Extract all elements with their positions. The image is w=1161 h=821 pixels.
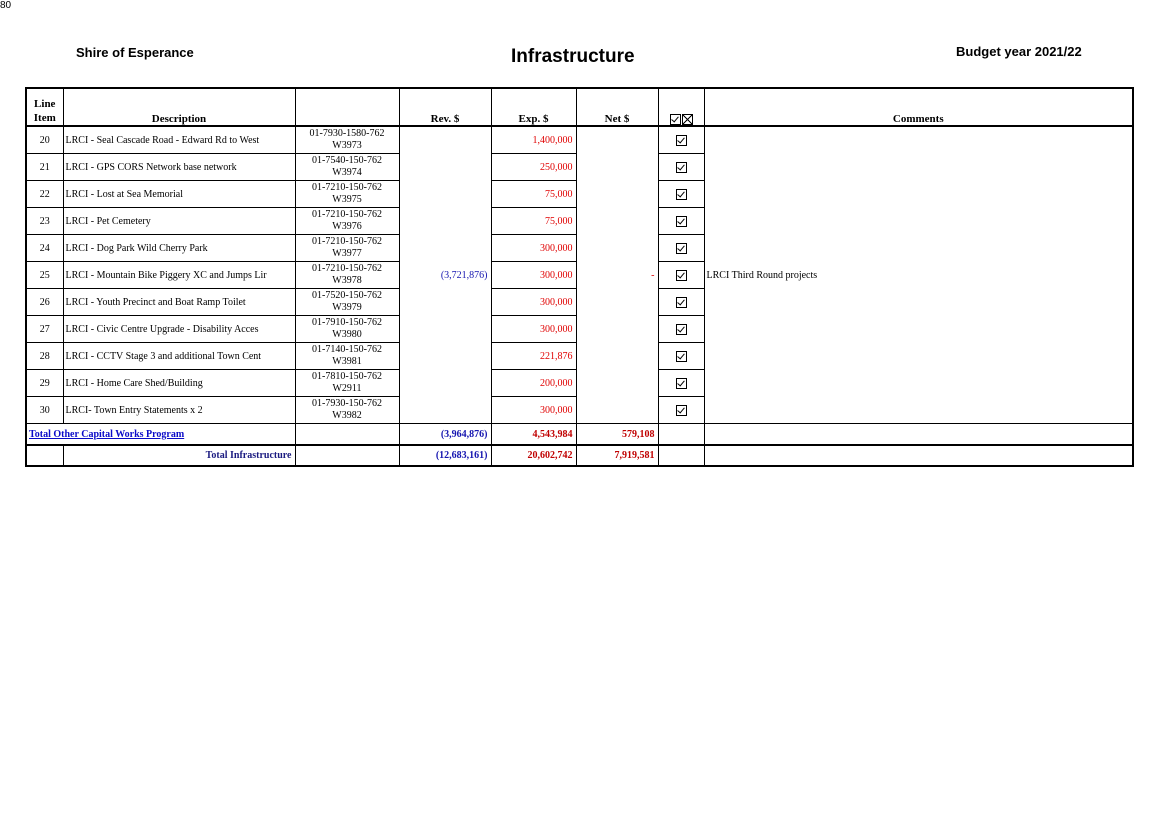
job-code: W3977 (332, 248, 362, 259)
item-check (658, 343, 704, 370)
total-infrastructure-label: Total Infrastructure (63, 445, 295, 466)
table-body (26, 126, 1133, 424)
item-description: LRCI - CCTV Stage 3 and additional Town Cent (63, 343, 295, 370)
checkbox-icon[interactable] (676, 216, 687, 227)
item-check (658, 289, 704, 316)
account-code: 01-7210-150-762 (312, 236, 382, 247)
item-description: LRCI - Home Care Shed/Building (63, 370, 295, 397)
job-code: W3982 (332, 410, 362, 421)
total-program-rev: (3,964,876) (399, 424, 491, 446)
item-description: LRCI - Civic Centre Upgrade - Disability Acces (63, 316, 295, 343)
item-check (658, 316, 704, 343)
checkbox-icon[interactable] (676, 189, 687, 200)
line-item-number: 26 (26, 289, 63, 316)
account-code: 01-7210-150-762 (312, 263, 382, 274)
total-infrastructure-rev: (12,683,161) (399, 445, 491, 466)
line-item-number: 27 (26, 316, 63, 343)
job-code: W3980 (332, 329, 362, 340)
line-item-number: 30 (26, 397, 63, 424)
item-account (295, 397, 399, 424)
line-item-number: 20 (26, 126, 63, 154)
item-exp: 75,000 (491, 208, 576, 235)
col-net: Net $ (576, 88, 658, 126)
col-check (658, 88, 704, 126)
total-infrastructure-exp: 20,602,742 (491, 445, 576, 466)
total-program-exp: 4,543,984 (491, 424, 576, 446)
group-net: - (576, 126, 658, 424)
item-account (295, 208, 399, 235)
checkbox-icon[interactable] (676, 378, 687, 389)
job-code: W3973 (332, 140, 362, 151)
budget-year: Budget year 2021/22 (956, 44, 1082, 59)
table-row (26, 126, 1133, 154)
account-code: 01-7540-150-762 (312, 155, 382, 166)
item-check (658, 262, 704, 289)
item-description: LRCI - Youth Precinct and Boat Ramp Toilet (63, 289, 295, 316)
line-item-number: 28 (26, 343, 63, 370)
organisation-name: Shire of Esperance (76, 45, 194, 60)
item-description: LRCI - Mountain Bike Piggery XC and Jumps Lir (63, 262, 295, 289)
line-item-number: 21 (26, 154, 63, 181)
item-exp: 300,000 (491, 316, 576, 343)
check-icon (670, 114, 681, 125)
item-exp: 221,876 (491, 343, 576, 370)
item-exp: 300,000 (491, 289, 576, 316)
total-program-link[interactable]: Total Other Capital Works Program (29, 428, 185, 440)
item-description: LRCI - Lost at Sea Memorial (63, 181, 295, 208)
account-code: 01-7930-1580-762 (309, 128, 385, 139)
group-comment: LRCI Third Round projects (704, 126, 1133, 424)
item-account (295, 289, 399, 316)
item-exp: 300,000 (491, 262, 576, 289)
page-title: Infrastructure (511, 46, 635, 67)
item-exp: 250,000 (491, 154, 576, 181)
checkbox-icon[interactable] (676, 135, 687, 146)
job-code: W2911 (332, 383, 362, 394)
line-item-number: 29 (26, 370, 63, 397)
checkbox-icon[interactable] (676, 162, 687, 173)
item-account (295, 126, 399, 154)
line-item-number: 22 (26, 181, 63, 208)
account-code: 01-7140-150-762 (312, 344, 382, 355)
item-description: LRCI - Seal Cascade Road - Edward Rd to West (63, 126, 295, 154)
col-comments: Comments (704, 88, 1133, 126)
checkbox-icon[interactable] (676, 243, 687, 254)
checkbox-icon[interactable] (676, 351, 687, 362)
item-exp: 200,000 (491, 370, 576, 397)
total-infrastructure-net: 7,919,581 (576, 445, 658, 466)
checkbox-icon[interactable] (676, 270, 687, 281)
item-check (658, 126, 704, 154)
total-infrastructure-row (26, 445, 1133, 466)
item-account (295, 154, 399, 181)
item-check (658, 370, 704, 397)
item-account (295, 262, 399, 289)
group-rev: (3,721,876) (399, 126, 491, 424)
item-account (295, 181, 399, 208)
checkbox-icon[interactable] (676, 297, 687, 308)
job-code: W3978 (332, 275, 362, 286)
item-check (658, 154, 704, 181)
col-rev: Rev. $ (399, 88, 491, 126)
job-code: W3975 (332, 194, 362, 205)
checkbox-icon[interactable] (676, 405, 687, 416)
col-exp: Exp. $ (491, 88, 576, 126)
account-code: 01-7210-150-762 (312, 182, 382, 193)
total-program-row (26, 424, 1133, 446)
table-header-row (26, 88, 1133, 126)
col-account (295, 88, 399, 126)
item-account (295, 343, 399, 370)
item-exp: 300,000 (491, 397, 576, 424)
item-description: LRCI - GPS CORS Network base network (63, 154, 295, 181)
checkbox-icon[interactable] (676, 324, 687, 335)
item-exp: 75,000 (491, 181, 576, 208)
item-exp: 300,000 (491, 235, 576, 262)
job-code: W3976 (332, 221, 362, 232)
account-code: 01-7810-150-762 (312, 371, 382, 382)
cross-box-icon (682, 114, 693, 125)
account-code: 01-7930-150-762 (312, 398, 382, 409)
item-check (658, 208, 704, 235)
item-exp: 1,400,000 (491, 126, 576, 154)
item-account (295, 316, 399, 343)
total-program-net: 579,108 (576, 424, 658, 446)
budget-table (25, 87, 1134, 467)
col-description: Description (63, 88, 295, 126)
item-check (658, 181, 704, 208)
item-account (295, 235, 399, 262)
item-description: LRCI- Town Entry Statements x 2 (63, 397, 295, 424)
item-check (658, 397, 704, 424)
line-item-number: 24 (26, 235, 63, 262)
account-code: 01-7910-150-762 (312, 317, 382, 328)
item-check (658, 235, 704, 262)
line-item-number: 25 (26, 262, 63, 289)
col-line-item: Line Item (26, 88, 63, 126)
account-code: 01-7520-150-762 (312, 290, 382, 301)
item-description: LRCI - Pet Cemetery (63, 208, 295, 235)
item-account (295, 370, 399, 397)
item-description: LRCI - Dog Park Wild Cherry Park (63, 235, 295, 262)
job-code: W3981 (332, 356, 362, 367)
page-number: 80 (0, 0, 12, 11)
job-code: W3974 (332, 167, 362, 178)
account-code: 01-7210-150-762 (312, 209, 382, 220)
line-item-number: 23 (26, 208, 63, 235)
job-code: W3979 (332, 302, 362, 313)
